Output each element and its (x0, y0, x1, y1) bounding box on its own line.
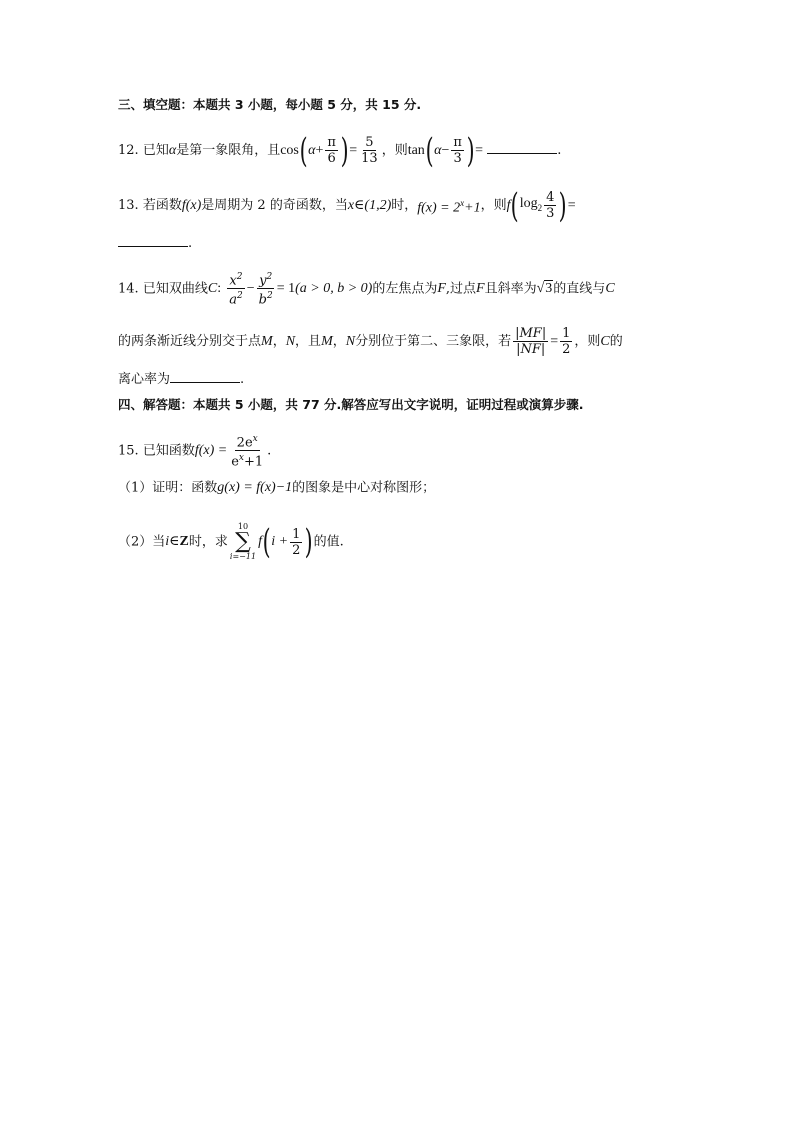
numer-base: 2e (236, 435, 253, 451)
function-gx: g(x) = f(x)−1 (217, 480, 293, 495)
equals-sign: = (550, 333, 559, 349)
function-fx: f(x) = (194, 442, 228, 458)
four-thirds (544, 190, 556, 221)
q13-text: 若函数 (142, 198, 182, 213)
part-2-text: 时，求 (188, 534, 228, 550)
comma: ， (332, 334, 346, 349)
q14-text: 的左焦点为 (372, 281, 438, 297)
log-function: log (519, 195, 538, 211)
sum-lower-limit: i=−11 (229, 552, 257, 561)
question-15-part-1 (118, 478, 435, 499)
section-heading-fill-in: 三、填空题：本题共 3 小题，每小题 5 分，共 15 分. (118, 97, 422, 112)
question-14-line-2 (118, 326, 623, 357)
domain-condition: x∈(1,2) (347, 197, 392, 213)
alpha-symbol: α (434, 142, 442, 158)
question-14-line-1 (118, 270, 615, 308)
denominator: 6 (327, 151, 336, 166)
point-N: N (285, 333, 296, 349)
answer-blank[interactable] (118, 232, 188, 247)
focus-F: F (437, 280, 446, 296)
question-13 (118, 185, 576, 226)
question-15-part-2 (118, 522, 344, 562)
sigma-symbol: ∑ (235, 529, 251, 554)
question-12 (118, 130, 562, 171)
denominator (229, 451, 265, 469)
numerator: 1 (292, 526, 301, 542)
function-definition (417, 193, 480, 219)
period: . (188, 236, 193, 251)
numerator: π (327, 135, 336, 150)
part-1-text: 的图象是中心对称图形； (292, 480, 436, 496)
q12-text: ，则 (381, 143, 408, 158)
q12-text: 已知 (142, 143, 169, 158)
i-plus: i + (271, 534, 289, 549)
numerator: 4 (546, 190, 555, 205)
equals-sign: = (475, 142, 484, 158)
numerator: π (453, 135, 462, 150)
alpha-symbol: α (308, 142, 316, 158)
exponent: 2 (236, 272, 243, 282)
function-fx: f(x) (181, 197, 202, 213)
q14-text: ，且 (295, 334, 322, 349)
expr-tail: +1 (464, 200, 481, 216)
curve-C: C (605, 280, 615, 296)
five-thirteenths (359, 135, 380, 166)
part-1-label: （1）证明：函数 (118, 480, 218, 496)
denominator: 2 (562, 342, 571, 357)
left-paren: ( (299, 130, 308, 171)
left-paren: ( (425, 130, 434, 171)
exponent: x (238, 453, 244, 464)
denom-tail: +1 (244, 454, 264, 470)
exponent: 2 (266, 291, 273, 302)
numerator (227, 270, 244, 289)
right-paren: ) (340, 130, 349, 171)
exponent: 2 (266, 272, 273, 282)
denominator: 13 (361, 151, 378, 166)
curve-C: C (207, 280, 218, 296)
plus-sign: + (315, 142, 324, 158)
sqrt-3: √3 (536, 280, 553, 296)
question-number: 15. (118, 443, 139, 459)
q14-text: 已知双曲线 (142, 281, 208, 297)
question-13-answer-line (118, 232, 192, 254)
q15-text: 已知函数 (142, 443, 195, 459)
integer-set-Z: Z (179, 534, 189, 549)
q13-text: 是周期为 2 的奇函数，当 (201, 198, 348, 213)
numerator: 5 (365, 135, 374, 150)
denominator: 2 (292, 542, 301, 558)
y-var: y (259, 273, 267, 289)
q14-text: 离心率为 (118, 372, 171, 387)
right-paren: ) (559, 185, 568, 226)
x2-over-a2 (227, 270, 245, 308)
question-15 (118, 432, 271, 470)
q13-text: ，则 (480, 198, 507, 213)
function-f: f (506, 197, 511, 213)
colon: : (217, 280, 222, 296)
point-M: M (261, 333, 273, 349)
denominator: 3 (453, 151, 462, 166)
part-2-label: （2）当 (118, 534, 166, 550)
x-var: x (229, 273, 237, 289)
question-number: 12. (118, 143, 139, 158)
log-base: 2 (537, 202, 543, 213)
expr-base: f(x) = 2 (417, 200, 461, 216)
i-in-condition: i∈ (165, 534, 180, 549)
q14-text: 的直线与 (553, 281, 606, 297)
numerator: |MF| (515, 326, 547, 341)
section-heading-solutions: 四、解答题：本题共 5 小题，共 77 分.解答应写出文字说明，证明过程或演算步骤. (118, 397, 584, 412)
focus-F: F (476, 280, 485, 296)
summation (230, 522, 256, 562)
sum-upper-limit: 10 (237, 522, 249, 531)
cos-function: cos (280, 142, 299, 158)
radicand: 3 (545, 280, 553, 296)
question-number: 14. (118, 281, 139, 297)
denominator (227, 289, 245, 307)
one-half (560, 326, 572, 357)
answer-blank[interactable] (487, 139, 557, 154)
question-number: 13. (118, 198, 139, 213)
function-f: f (258, 534, 262, 549)
log-expression (520, 194, 542, 218)
q14-text: ，则 (574, 334, 601, 349)
exponent: x (252, 434, 258, 444)
period: . (267, 443, 272, 459)
q14-text: 分别位于第二、三象限，若 (355, 334, 512, 349)
q14-text: ,过点 (445, 281, 477, 297)
numerator: 1 (562, 326, 571, 341)
y2-over-b2 (257, 270, 275, 308)
point-M: M (321, 333, 333, 349)
b-var: b (258, 292, 267, 308)
answer-blank[interactable] (170, 368, 240, 383)
denominator (257, 289, 275, 307)
q14-text: 的两条渐近线分别交于点 (118, 334, 262, 349)
parameter-condition: (a > 0, b > 0) (295, 280, 373, 296)
q14-text: 且斜率为 (484, 281, 537, 297)
period: . (557, 143, 562, 158)
right-paren: ) (304, 522, 313, 562)
MF-over-NF (513, 326, 548, 357)
comma: ， (272, 334, 286, 349)
period: . (240, 372, 245, 387)
denom-base: e (231, 454, 239, 470)
function-fraction (229, 432, 265, 470)
denominator: 3 (546, 206, 555, 221)
minus-sign: − (246, 280, 255, 296)
minus-sign: − (441, 142, 450, 158)
q14-text: 的 (609, 334, 623, 349)
left-paren: ( (511, 185, 520, 226)
exponent: x (460, 197, 465, 208)
q12-text: 是第一象限角，且 (176, 143, 281, 158)
equals-one: = 1 (276, 280, 296, 296)
pi-over-3 (451, 135, 464, 166)
a-var: a (229, 292, 237, 308)
right-paren: ) (466, 130, 475, 171)
one-half (290, 527, 302, 558)
numerator (235, 432, 260, 451)
denominator: |NF| (516, 342, 546, 357)
numerator (257, 270, 274, 289)
equals-sign: = (349, 142, 358, 158)
tan-function: tan (407, 142, 425, 158)
question-14-line-3 (118, 368, 244, 390)
curve-C: C (600, 333, 610, 349)
exponent: 2 (236, 291, 243, 302)
part-2-text: 的值. (313, 534, 344, 550)
pi-over-6 (325, 135, 338, 166)
alpha-symbol: α (168, 142, 177, 158)
left-paren: ( (262, 522, 271, 562)
point-N: N (345, 333, 356, 349)
equals-sign: = (567, 197, 576, 213)
q13-text: 时， (391, 198, 418, 213)
